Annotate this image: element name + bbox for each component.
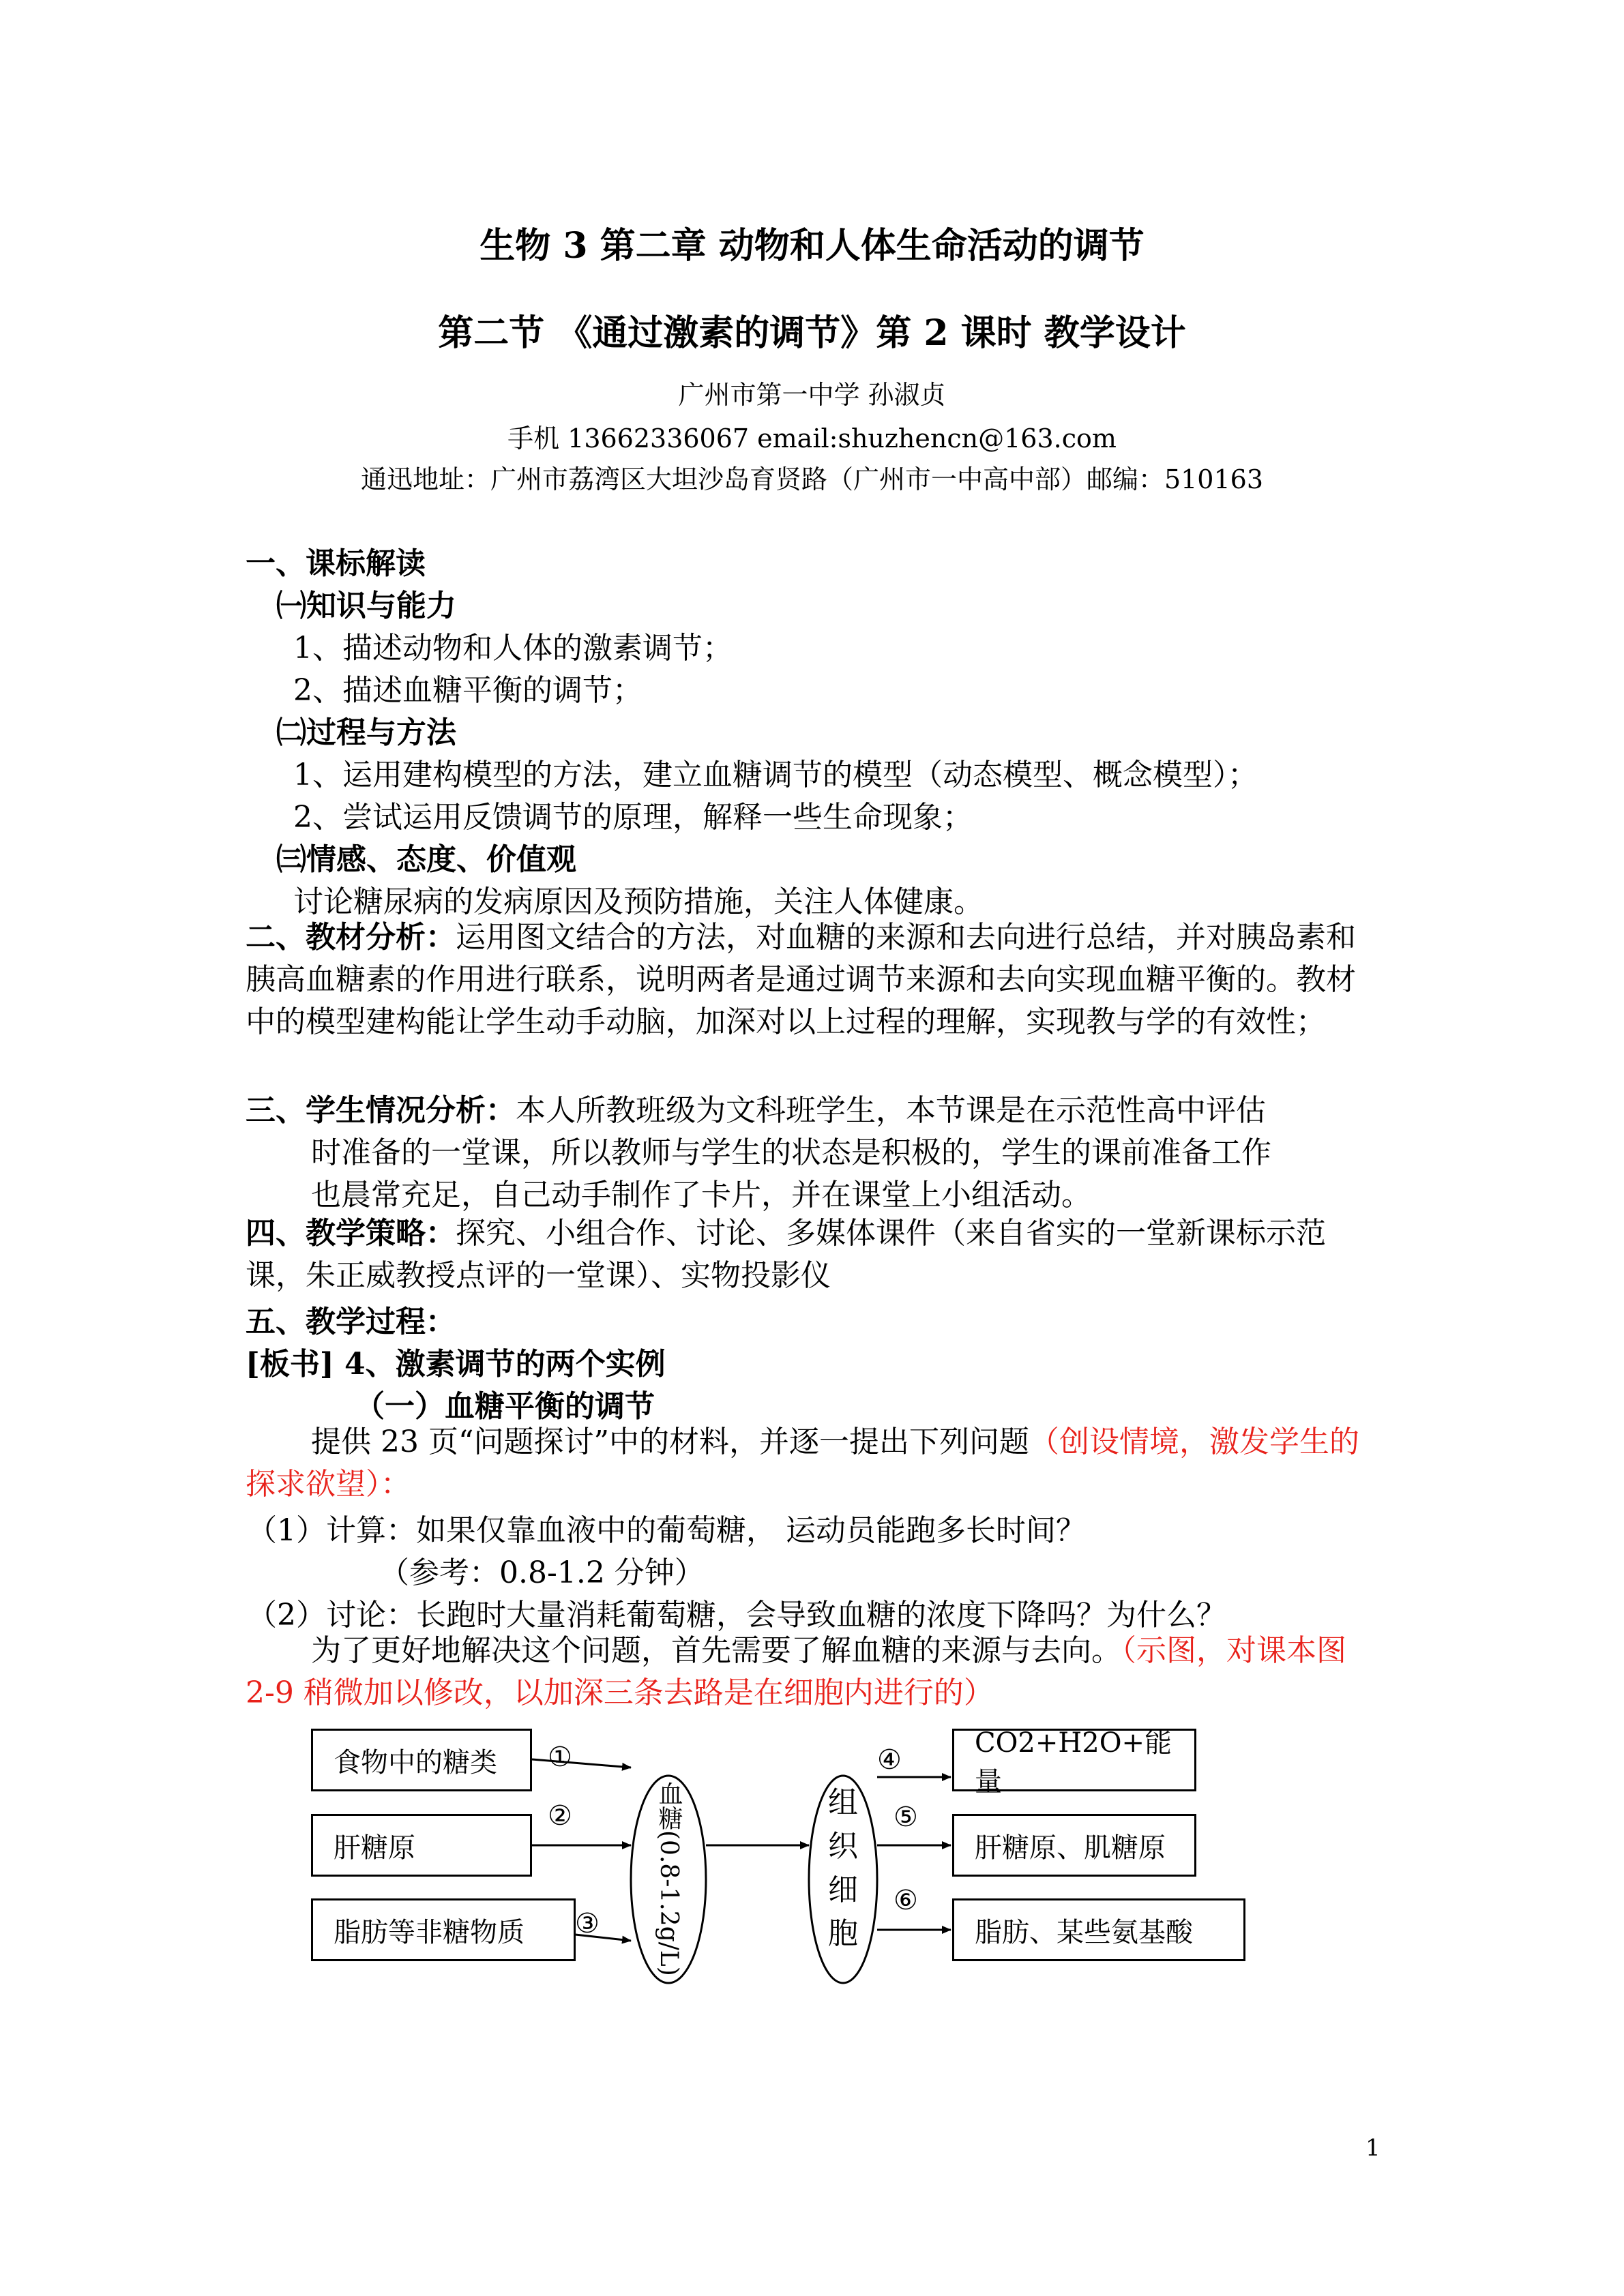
label-2: ② — [548, 1800, 572, 1832]
tissue-cell-char: 组 — [828, 1785, 858, 1820]
dest-box-fat-amino: 脂肪、某些氨基酸 — [952, 1898, 1245, 1961]
para3-text: 为了更好地解决这个问题，首先需要了解血糖的来源与去向。 — [311, 1633, 1121, 1668]
tissue-cell-char: 细 — [828, 1873, 858, 1907]
section1-heading: 一、课标解读 — [246, 546, 426, 581]
section1-sub1-item: 1、描述动物和人体的激素调节； — [293, 631, 733, 666]
source-box-liver-glycogen: 肝糖原 — [311, 1814, 532, 1877]
author-school: 广州市第一中学 孙淑贞 — [678, 380, 946, 410]
section1-sub1-item: 2、描述血糖平衡的调节； — [293, 673, 643, 708]
blood-sugar-label: 血糖(0.8-1.2g/L) — [655, 1781, 683, 1976]
label-6: ⑥ — [894, 1885, 918, 1916]
section1-sub1: ㈠知识与能力 — [276, 588, 456, 623]
section1-sub2: ㈡过程与方法 — [276, 715, 456, 750]
label-5: ⑤ — [894, 1802, 918, 1833]
tissue-cell-char: 织 — [828, 1829, 858, 1864]
para3-red-note: （示图，对课本图 2-9 稍微加以修改，以加深三条去路是在细胞内进行的） — [246, 1633, 1346, 1710]
section2-text: 运用图文结合的方法，对血糖的来源和去向进行总结，并对胰岛素和胰高血糖素的作用进行联系，说明两者是通过调节来源和去向实现血糖平衡的。教材中的模型建构能让学生动手动脑，加深对以上过程的理解，实现教与学的有效性； — [246, 920, 1356, 1039]
section3-text-1: 本人所教班级为文科班学生，本节课是在示范性高中评估 — [516, 1093, 1266, 1128]
question-2: （2）讨论：长跑时大量消耗葡萄糖，会导致血糖的浓度下降吗？为什么？ — [247, 1598, 1226, 1632]
tissue-cell-label — [828, 1781, 858, 1956]
section3-label: 三、学生情况分析： — [246, 1093, 516, 1128]
dest-box-energy: CO2+H2O+能量 — [952, 1729, 1196, 1791]
section1-sub3-text: 讨论糖尿病的发病原因及预防措施，关注人体健康。 — [293, 884, 984, 919]
page-title: 生物 3 第二章 动物和人体生命活动的调节 — [479, 225, 1145, 267]
section2-label: 二、教材分析： — [246, 920, 456, 955]
question-1: （1）计算：如果仅靠血液中的葡萄糖， 运动员能跑多长时间？ — [247, 1513, 1086, 1548]
page-number: 1 — [1365, 2134, 1381, 2162]
section3-line3: 也晨常充足，自己动手制作了卡片，并在课堂上小组活动。 — [311, 1178, 1091, 1212]
dest-box-glycogen: 肝糖原、肌糖原 — [952, 1814, 1196, 1877]
source-box-food: 食物中的糖类 — [311, 1729, 532, 1791]
author-address: 通迅地址：广州市荔湾区大坦沙岛育贤路（广州市一中高中部）邮编：510163 — [360, 464, 1264, 494]
author-contact: 手机 13662336067 email:shuzhencn@163.com — [507, 423, 1117, 453]
label-4: ④ — [877, 1744, 902, 1776]
page-subtitle: 第二节 《通过激素的调节》第 2 课时 教学设计 — [438, 312, 1186, 354]
arrow-1 — [532, 1759, 631, 1768]
question-1-reference: （参考：0.8-1.2 分钟） — [379, 1555, 705, 1590]
label-1: ① — [548, 1742, 572, 1773]
intro-text: 提供 23 页“问题探讨”中的材料，并逐一提出下列问题 — [311, 1425, 1029, 1459]
source-box-nonsugar: 脂肪等非糖物质 — [311, 1898, 576, 1961]
label-3: ③ — [575, 1908, 600, 1939]
tissue-cell-char: 胞 — [828, 1916, 858, 1951]
section4-text: 探究、小组合作、讨论、多媒体课件（来自省实的一堂新课标示范课，朱正威教授点评的一堂课）、实物投影仪 — [246, 1216, 1326, 1293]
section1-sub3: ㈢情感、态度、价值观 — [276, 842, 576, 877]
section3-line2: 时准备的一堂课，所以教师与学生的状态是积极的，学生的课前准备工作 — [311, 1135, 1271, 1170]
section1-sub2-item: 1、运用建构模型的方法，建立血糖调节的模型（动态模型、概念模型）； — [293, 758, 1258, 792]
intro-red-note: （创设情境，激发学生的探求欲望）： — [246, 1425, 1359, 1502]
section5-subheading: （一）血糖平衡的调节 — [355, 1389, 655, 1424]
section1-sub2-item: 2、尝试运用反馈调节的原理，解释一些生命现象； — [293, 800, 973, 835]
board-note: [板书] 4、激素调节的两个实例 — [246, 1347, 666, 1382]
section4-label: 四、教学策略： — [246, 1216, 456, 1251]
section5-heading: 五、教学过程： — [246, 1304, 456, 1339]
